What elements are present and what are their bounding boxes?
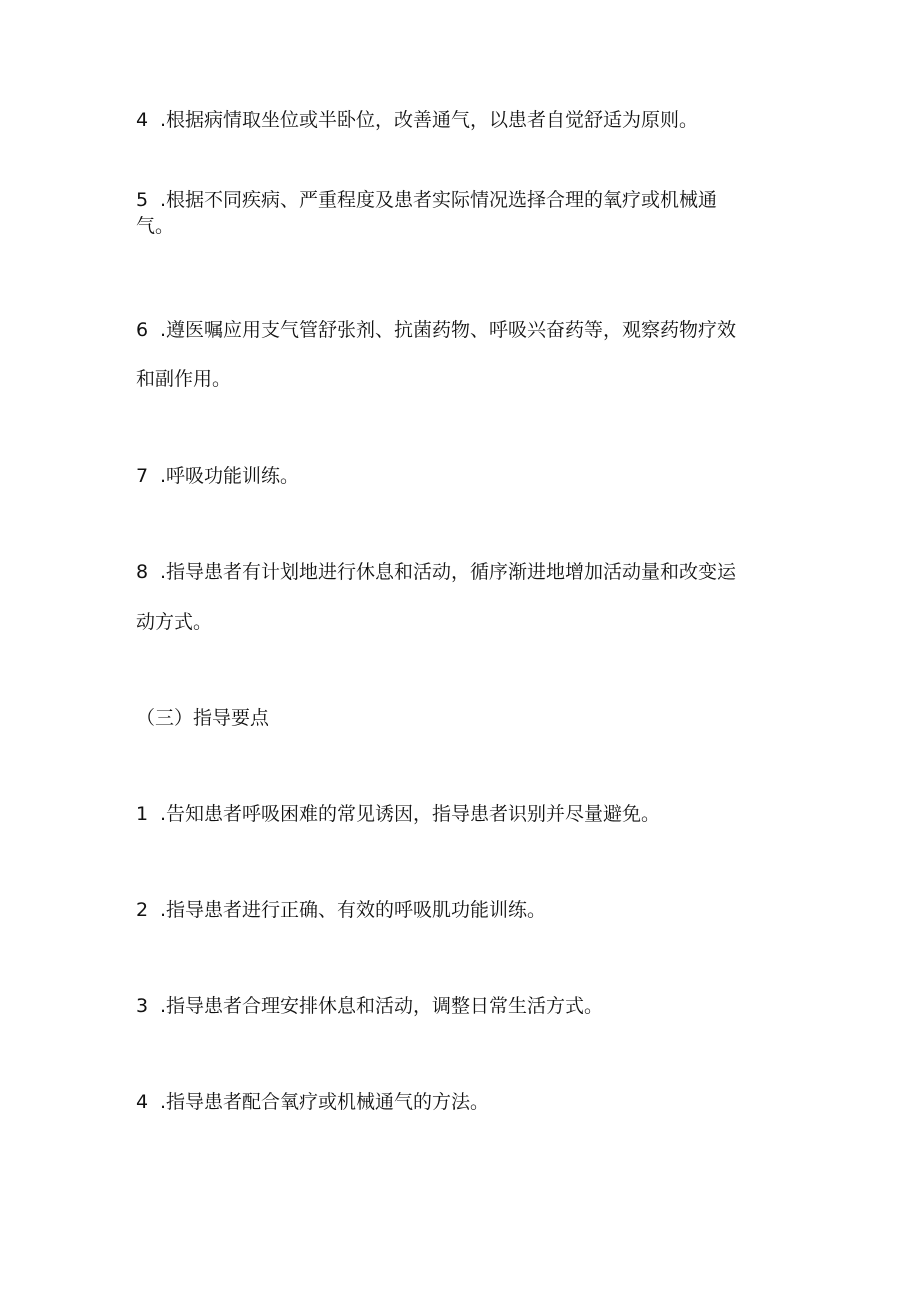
care-item-5-line-2: 气。	[136, 215, 175, 237]
care-item-7-line-1	[136, 463, 786, 489]
care-item-5	[136, 187, 786, 239]
care-item-6-cont	[136, 366, 786, 392]
care-item-8-cont	[136, 609, 786, 635]
item-text: .告知患者呼吸困难的常见诱因，指导患者识别并尽量避免。	[160, 803, 661, 825]
guidance-item-4	[136, 1089, 786, 1115]
guidance-item-2	[136, 897, 786, 923]
guidance-item-3	[136, 993, 786, 1019]
item-number: 7	[136, 465, 149, 487]
guidance-item-1-line	[136, 801, 786, 827]
care-item-8-line-1	[136, 559, 786, 585]
care-item-4-line-1	[136, 107, 786, 133]
item-number: 8	[136, 561, 149, 583]
item-number: 4	[136, 109, 149, 131]
section-heading	[136, 705, 786, 731]
item-text: .根据病情取坐位或半卧位，改善通气，以患者自觉舒适为原则。	[160, 109, 699, 131]
item-text: .指导患者有计划地进行休息和活动，循序渐进地增加活动量和改变运	[160, 561, 737, 583]
care-item-8-line-2: 动方式。	[136, 611, 213, 633]
item-text: .指导患者合理安排休息和活动，调整日常生活方式。	[160, 995, 604, 1017]
care-item-6	[136, 317, 786, 343]
guidance-item-2-line	[136, 897, 786, 923]
item-text: .根据不同疾病、严重程度及患者实际情况选择合理的氧疗或机械通	[160, 189, 718, 211]
item-text: .指导患者进行正确、有效的呼吸肌功能训练。	[160, 899, 547, 921]
item-text: .指导患者配合氧疗或机械通气的方法。	[160, 1091, 490, 1113]
guidance-item-1	[136, 801, 786, 827]
item-text: .遵医嘱应用支气管舒张剂、抗菌药物、呼吸兴奋药等，观察药物疗效	[160, 319, 737, 341]
care-item-4	[136, 107, 786, 133]
item-number: 1	[136, 803, 149, 825]
guidance-item-4-line	[136, 1089, 786, 1115]
care-item-6-line-2: 和副作用。	[136, 368, 232, 390]
care-item-7	[136, 463, 786, 489]
section-heading-text: （三）指导要点	[136, 707, 270, 729]
item-number: 5	[136, 189, 149, 211]
care-item-5-line-1	[136, 187, 786, 213]
item-text: .呼吸功能训练。	[160, 465, 300, 487]
care-item-8	[136, 559, 786, 585]
care-item-6-line-1	[136, 317, 786, 343]
item-number: 4	[136, 1091, 149, 1113]
item-number: 6	[136, 319, 149, 341]
item-number: 2	[136, 899, 149, 921]
guidance-item-3-line	[136, 993, 786, 1019]
item-number: 3	[136, 995, 149, 1017]
